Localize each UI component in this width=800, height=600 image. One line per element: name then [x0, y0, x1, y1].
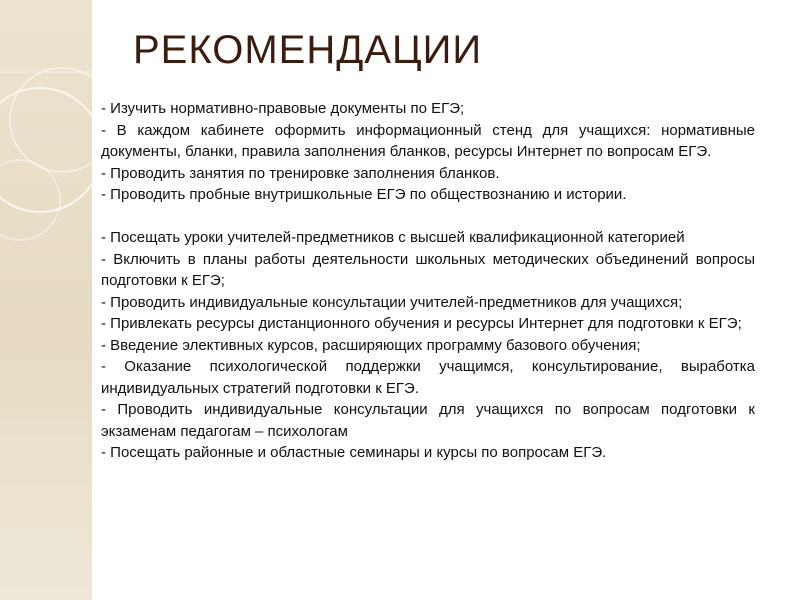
decorative-circles: [0, 0, 92, 600]
spacer: [101, 206, 755, 228]
list-item: - Проводить индивидуальные консультации для учащихся по вопросам подготовки к экзаменам педагогам – психологам: [101, 401, 755, 440]
list-item: - Введение элективных курсов, расширяющих программу базового обучения;: [101, 336, 641, 354]
list-item: - Включить в планы работы деятельности школьных методических объединений вопросы подготовки к ЕГЭ;: [101, 250, 755, 289]
list-item: - Проводить занятия по тренировке заполнения бланков.: [101, 164, 500, 182]
list-item: - Проводить пробные внутришкольные ЕГЭ по обществознанию и истории.: [101, 186, 627, 203]
decorative-side-strip: [0, 0, 92, 600]
list-item: - Оказание психологической поддержки учащимся, консультирование, выработка индивидуальных стратегий подготовки к ЕГЭ.: [101, 358, 755, 397]
list-item: - Посещать районные и областные семинары и курсы по вопросам ЕГЭ.: [101, 444, 607, 461]
recommendations-list: [101, 98, 755, 464]
list-item: - Привлекать ресурсы дистанционного обучения и ресурсы Интернет для подготовки к ЕГЭ;: [101, 315, 742, 332]
list-item: - Проводить индивидуальные консультации учителей-предметников для учащихся;: [101, 293, 683, 311]
list-item: - В каждом кабинете оформить информационный стенд для учащихся: нормативные документы, бланки, правила заполнения бланков, ресурсы Интернет по вопросам ЕГЭ.: [101, 121, 755, 160]
list-item: - Изучить нормативно-правовые документы по ЕГЭ;: [101, 100, 465, 117]
list-item: - Посещать уроки учителей-предметников с высшей квалификационной категорией: [101, 229, 685, 246]
slide-title: РЕКОМЕНДАЦИИ: [133, 28, 483, 72]
